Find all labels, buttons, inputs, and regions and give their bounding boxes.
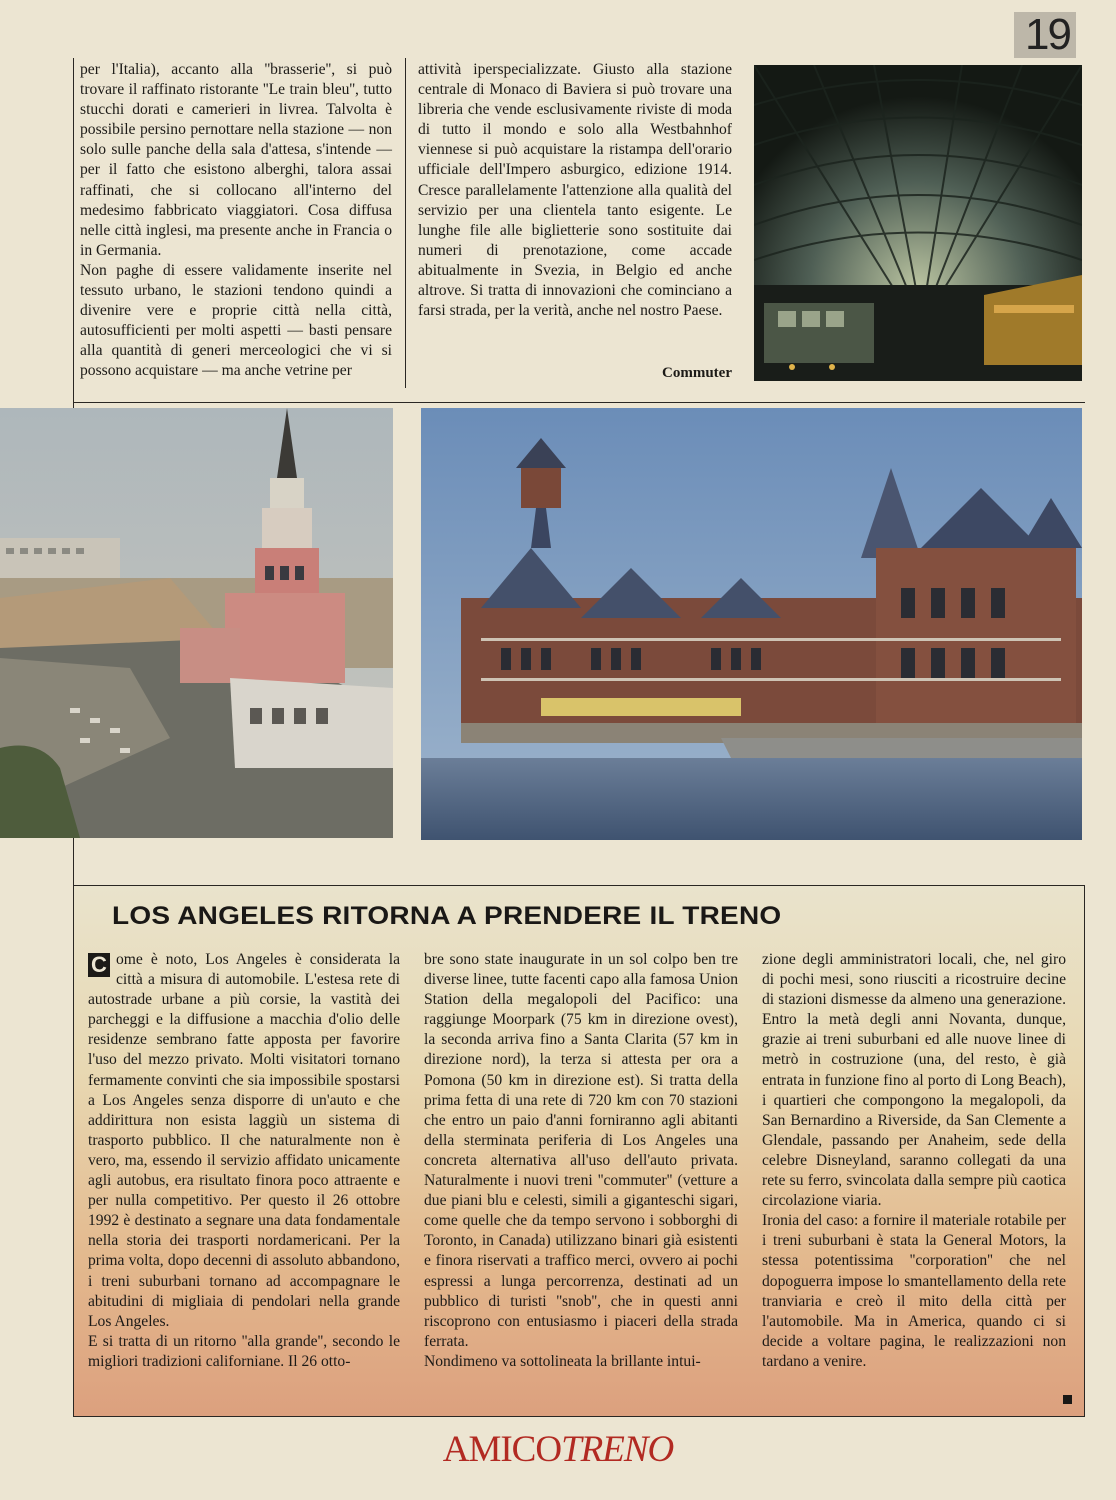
end-mark [1063,1395,1072,1404]
article-column-1 [80,60,392,382]
paragraph: bre sono state inaugurate in un sol colpo ben tre diverse linee, tutte facenti capo alla famosa Union Station della megalopoli del Pacifico: una raggiunge Moorpark (75 km in direzione ovest), la seconda arriva fino a Santa Clarita (57 km in direzione nord), la terza si attesta per ora a Pomona (50 km in direzione est). Si tratta della prima fetta di una rete di 720 km con 70 stazioni che entro un paio d'anni forniranno agli abitanti della sterminata periferia di Los Angeles una concreta alternativa all'uso dell'auto privata. Naturalmente i nuovi treni ''commuter'' (vetture a due piani blu e celesti, simili a giganteschi sigari, come quelle che da tempo servono i sobborghi di Toronto, in Canada) utilizzano binari già esistenti e finora riservati a traffico merci, ovvero ai pochi espressi a lunga percorrenza, destinati ad un pubblico di turisti ''snob'', che in questi anni riscoprono con entusiasmo i piaceri della strada ferrata. [424,951,738,1350]
author-byline: Commuter [662,365,732,381]
paragraph: E si tratta di un ritorno ''alla grande'', secondo le migliori tradizioni californiane. Il 26 otto- [88,1332,400,1370]
paragraph: Ironia del caso: a fornire il materiale rotabile per i treni suburbani è stata la General Motors, la stessa potentissima ''corporation'' che nel dopoguerra impose lo smantellamento della rete tranviaria e creò il mito della città per l'automobile. Ma in America, quando ci si decide a voltare pagina, le realizzazioni non tardano a venire. [762,1212,1066,1370]
horizontal-rule [73,402,1085,403]
magazine-logo [0,1428,1116,1471]
paragraph: Nondimeno va sottolineata la brillante intui- [424,1352,701,1370]
article-column-2 [418,60,732,321]
logo-part-treno: TRENO [561,1429,674,1470]
amsterdam-station-photo [421,408,1082,840]
box-column-3 [762,950,1066,1372]
column-divider [405,58,406,388]
moscow-station-photo [0,408,393,838]
paragraph: Non paghe di essere validamente inserite nel tessuto urbano, le stazioni tendono quindi a divenire vere e proprie città nella città, autosufficienti per molti aspetti — basti pensare alla quantità di generi merceologici che vi si possono acquistare — ma anche vetrine per [80,261,392,380]
logo-part-amico: AMICO [442,1429,562,1470]
paragraph: zione degli amministratori locali, che, nel giro di pochi mesi, sono riusciti a ricostruire decine di stazioni dismesse da almeno una generazione. Entro la metà degli anni Novanta, dunque, grazie ai treni suburbani ed alle nuove linee di metrò in costruzione (una, del resto, è già entrata in funzione fino al porto di Long Beach), i quartieri che compongono la megalopoli, da San Bernardino a Riverside, da San Clemente a Glendale, passando per Anaheim, sede della celebre Disneyland, saranno collegati da una rete su ferro, svincolata dalla sempre più caotica circolazione viaria. [762,951,1066,1210]
paragraph: per l'Italia), accanto alla ''brasserie'', si può trovare il raffinato ristorante ''Le train bleu'', tutto stucchi dorati e camerieri in livrea. Talvolta è possibile persino pernottare nella stazione — non solo sulle panche della sala d'attesa, s'intende — per il fatto che esistono alberghi, talora assai raffinati, che si collocano all'interno del medesimo fabbricato viaggiatori. Cosa diffusa nelle città inglesi, ma presente anche in Francia o in Germania. [80,61,392,259]
los-angeles-sidebar [73,885,1085,1417]
box-title: LOS ANGELES RITORNA A PRENDERE IL TRENO [112,902,782,930]
station-interior-photo [754,65,1082,381]
box-column-1 [88,950,400,1372]
dropcap: C [88,953,110,977]
page-number: 19 [1014,12,1076,58]
paragraph: attività iperspecializzate. Giusto alla stazione centrale di Monaco di Baviera si può trovare una libreria che vende esclusivamente riviste di moda di tutto il mondo e solo alla Westbahnhof viennese si può acquistare la ristampa dell'orario ufficiale dell'Impero asburgico, edizione 1914. Cresce parallelamente l'attenzione alla qualità del servizio per una clientela tanto esigente. Le lunghe file alle biglietterie sono sostituite dai numeri di prenotazione, come accade abitualmente in Svezia, in Belgio ed anche altrove. Si tratta di innovazioni che cominciano a farsi strada, per la verità, anche nel nostro Paese. [418,61,732,320]
paragraph: ome è noto, Los Angeles è considerata la città a misura di automobile. L'estesa rete di autostrade urbane a più corsie, la vastità dei parcheggi e la diffusione a macchia d'olio delle residenze sembrano fatte apposta per favorire l'uso del mezzo privato. Molti visitatori tornano fermamente convinti che sia impossibile spostarsi a Los Angeles senza disporre di un'auto e che addirittura non esista laggiù un sistema di trasporto pubblico. Il che naturalmente non è vero, ma, essendo il servizio affidato unicamente agli autobus, era risultato finora poco attraente e per nulla competitivo. Per questo il 26 ottobre 1992 è destinato a segnare una data fondamentale nella storia dei trasporti nordamericani. Per la prima volta, dopo decenni di assoluto abbandono, i treni suburbani tornano ad accompagnare le abitudini di migliaia di pendolari nella grande Los Angeles. [88,951,400,1330]
box-column-2 [424,950,738,1372]
